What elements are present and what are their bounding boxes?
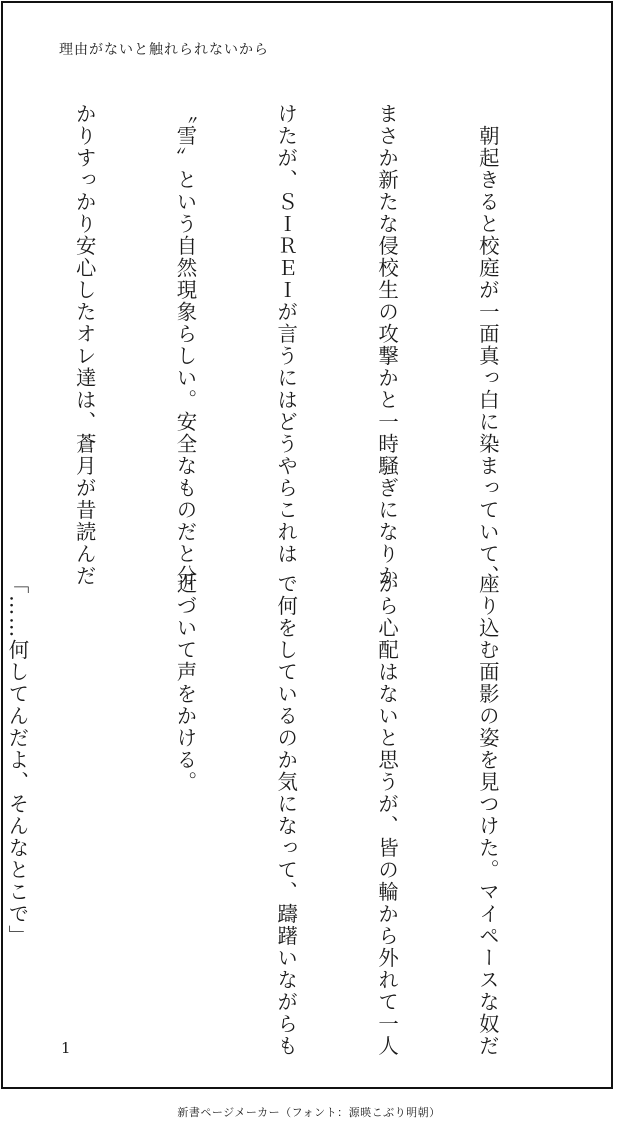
lower-text-block [0, 573, 571, 1057]
page-frame [1, 1, 613, 1089]
text-line: けたが、ＳＩＲＥＩが言うにはどうやらこれは [274, 103, 299, 565]
text-line: まさか新たな侵校生の攻撃かと一時騒ぎになりか [375, 103, 400, 587]
text-line: 座り込む面影の姿を見つけた。マイペースな奴だ [475, 573, 500, 1057]
page-number: 1 [61, 1039, 71, 1057]
footer-credit: 新書ページメーカー（フォント：源暎こぶり明朝） [177, 1106, 441, 1119]
text-line: で何をしているのか気になって、躊躇いながらも [274, 573, 299, 1057]
text-line: 近づいて声をかける。 [173, 573, 198, 793]
text-line: 朝起きると校庭が一面真っ白に染まっていて、 [475, 103, 500, 587]
upper-text-block [0, 103, 571, 587]
text-line: から心配はないと思うが、皆の輪から外れて一人 [375, 573, 400, 1057]
text-line: かりすっかり安心したオレ達は、蒼月が昔読んだ [72, 103, 97, 587]
text-line: 〝雪〟という自然現象らしい。安全なものだと分 [173, 103, 198, 587]
dialogue-line: 「……何してんだよ、そんなとこで」 [5, 573, 30, 947]
running-title: 理由がないと触れられないから [59, 42, 269, 58]
